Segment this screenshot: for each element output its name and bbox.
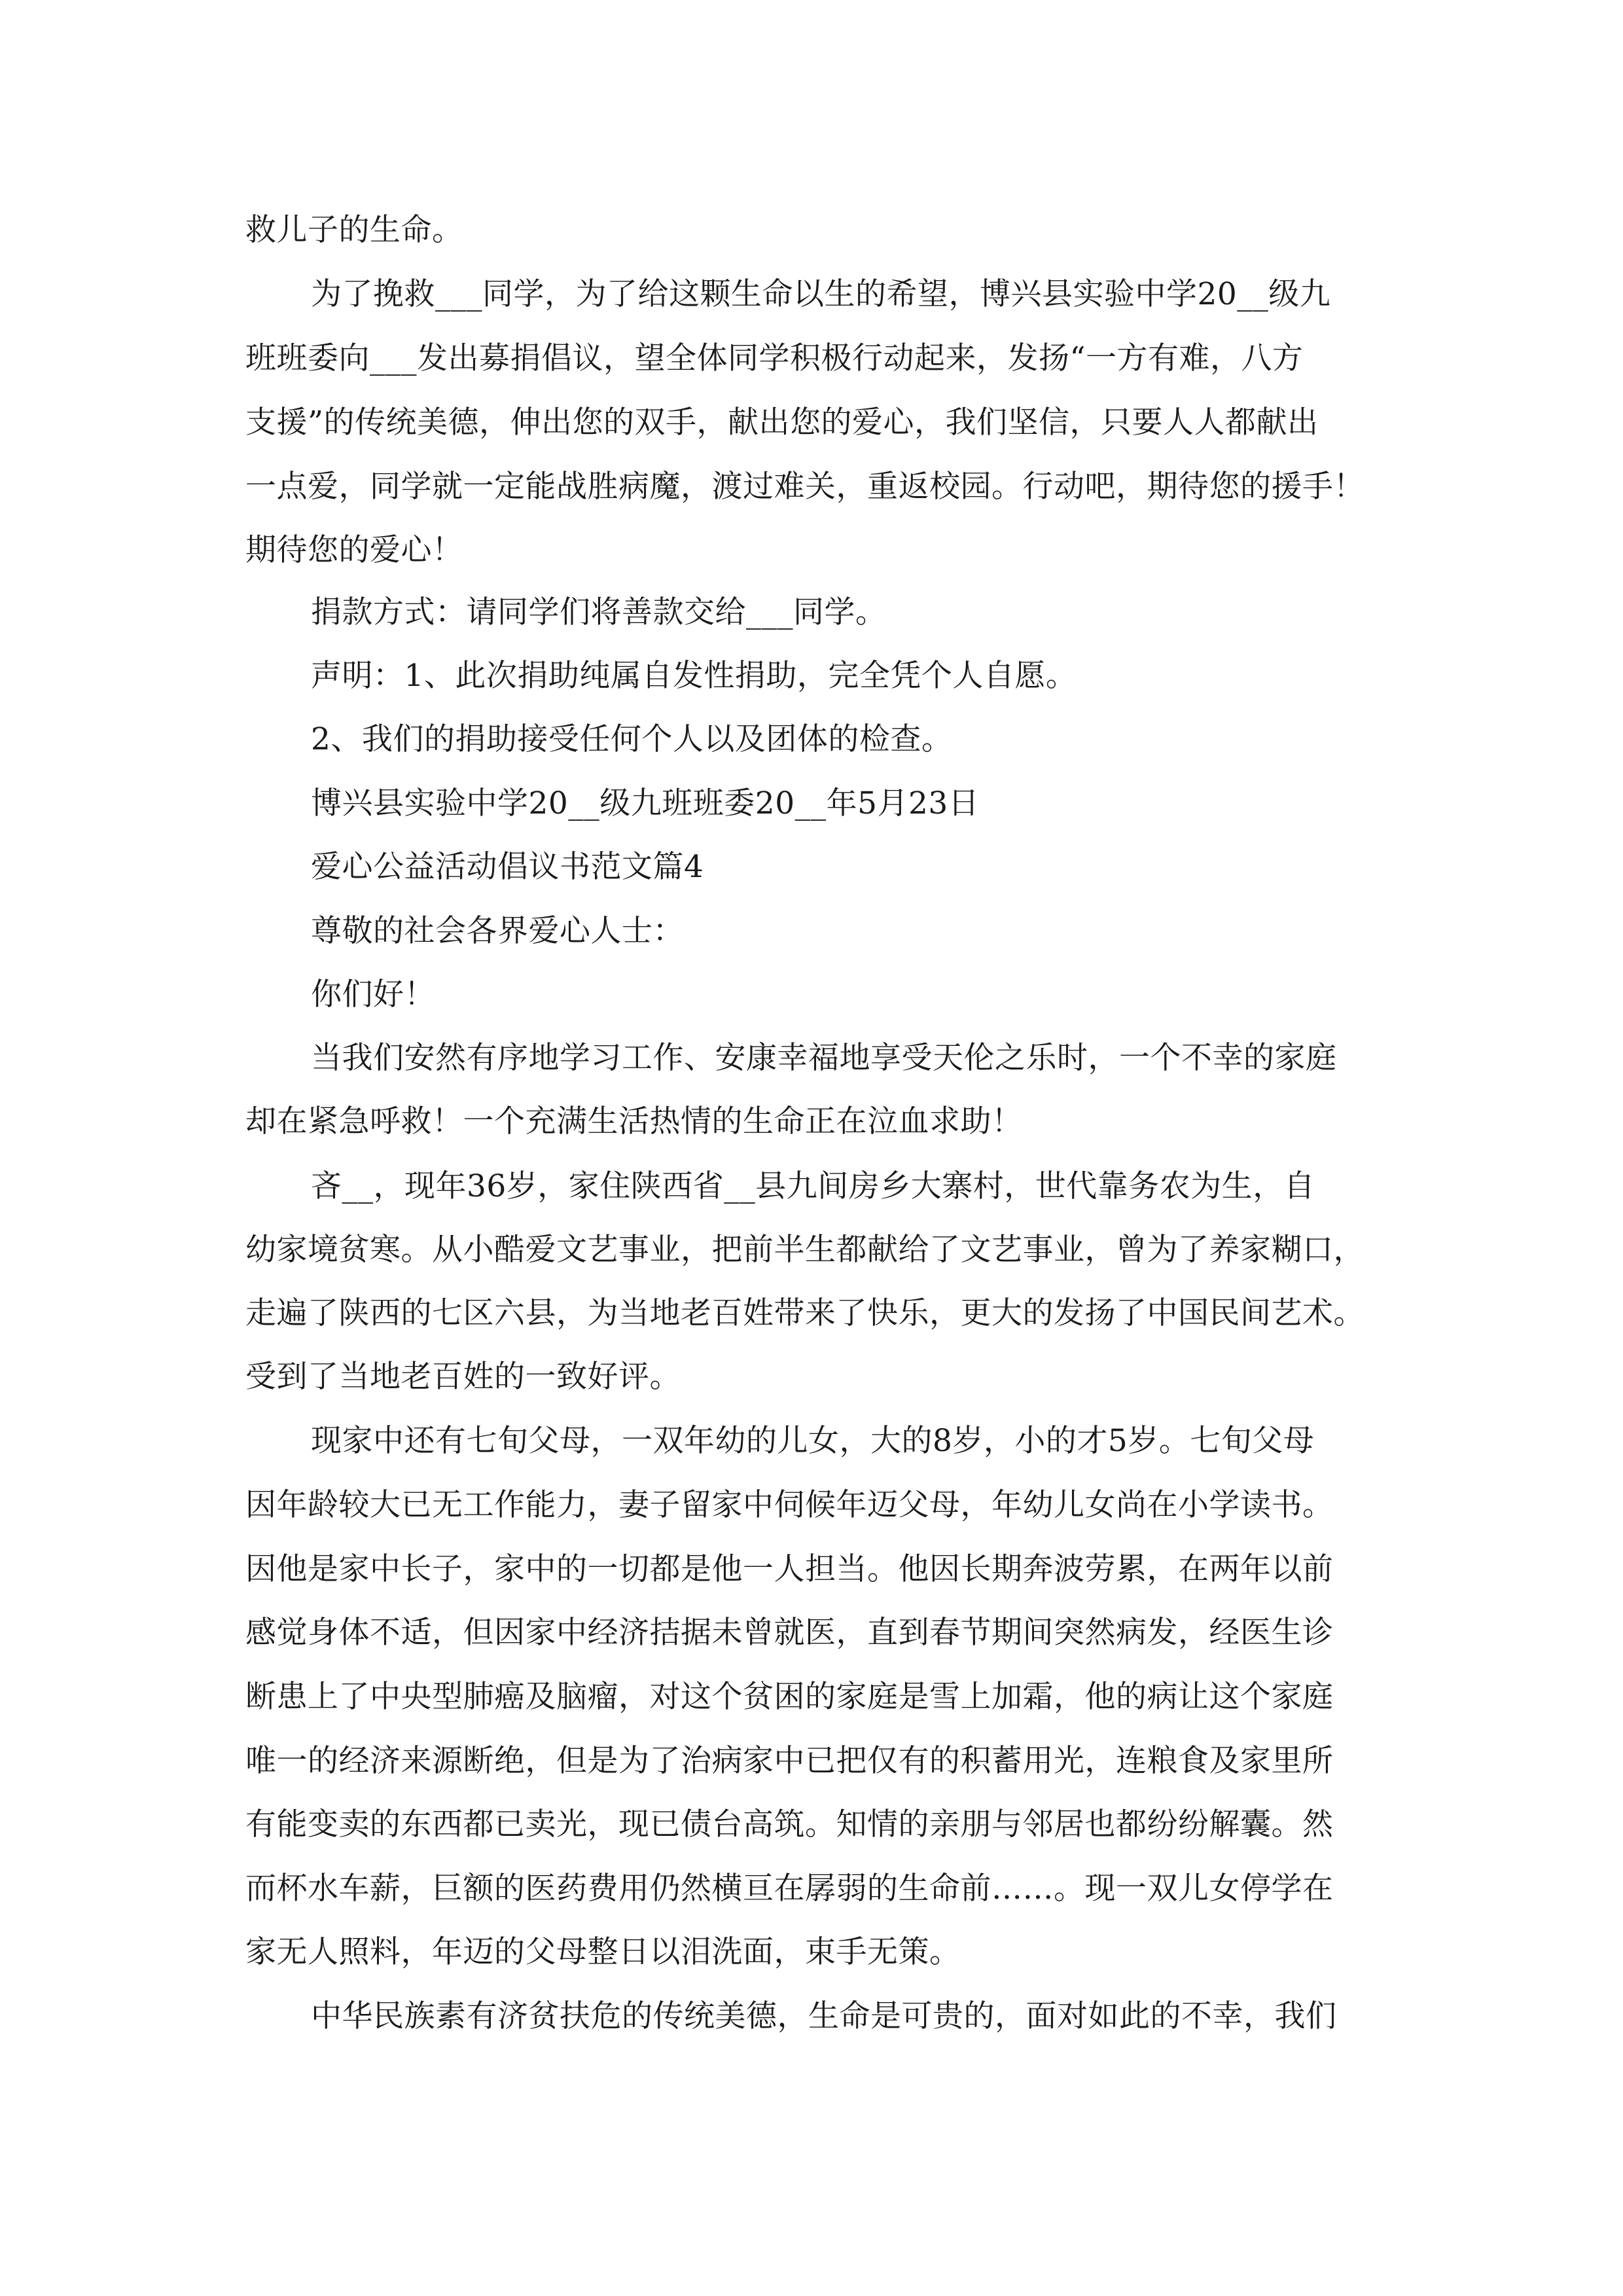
text-line-21: 因年龄较大已无工作能力，妻子留家中伺候年迈父母，年幼儿女尚在小学读书。 [245,1487,1334,1523]
text-line-25: 唯一的经济来源断绝，但是为了治病家中已把仅有的积蓄用光，连粮食及家里所 [245,1743,1334,1779]
text-line-4: 支援”的传统美德，伸出您的双手，献出您的爱心，我们坚信，只要人人都献出 [245,404,1319,440]
text-line-6: 期待您的爱心！ [245,532,463,568]
text-line-7: 捐款方式：请同学们将善款交给___同学。 [311,594,887,630]
text-line-20: 现家中还有七旬父母，一双年幼的儿女，大的8岁，小的才5岁。七旬父母 [311,1423,1315,1459]
text-line-16: 吝__，现年36岁，家住陕西省__县九间房乡大寨村，世代靠务农为生，自 [311,1168,1315,1204]
section-heading: 爱心公益活动倡议书范文篇4 [311,849,704,885]
text-line-18: 走遍了陕西的七区六县，为当地老百姓带来了快乐，更大的发扬了中国民间艺术。 [245,1295,1364,1331]
text-line-29: 中华民族素有济贫扶危的传统美德，生命是可贵的，面对如此的不幸，我们 [311,1998,1337,2034]
text-line-19: 受到了当地老百姓的一致好评。 [245,1359,681,1395]
text-line-24: 断患上了中央型肺癌及脑瘤，对这个贫困的家庭是雪上加霜，他的病让这个家庭 [245,1679,1334,1715]
text-line-12: 尊敬的社会各界爱心人士： [311,913,684,949]
text-line-26: 有能变卖的东西都已卖光，现已债台高筑。知情的亲朋与邻居也都纷纷解囊。然 [245,1806,1334,1842]
text-line-10: 博兴县实验中学20__级九班班委20__年5月23日 [311,785,980,821]
text-line-14: 当我们安然有序地学习工作、安康幸福地享受天伦之乐时，一个不幸的家庭 [311,1040,1337,1076]
text-line-23: 感觉身体不适，但因家中经济拮据未曾就医，直到春节期间突然病发，经医生诊 [245,1615,1334,1651]
text-line-13: 你们好！ [311,977,435,1013]
text-line-3: 班班委向___发出募捐倡议，望全体同学积极行动起来，发扬“一方有难，八方 [245,340,1304,376]
text-line-27: 而杯水车薪，巨额的医药费用仍然横亘在孱弱的生命前……。现一双儿女停学在 [245,1871,1334,1907]
text-line-22: 因他是家中长子，家中的一切都是他一人担当。他因长期奔波劳累，在两年以前 [245,1551,1334,1587]
text-line-15: 却在紧急呼救！一个充满生活热情的生命正在泣血求助！ [245,1103,1023,1139]
text-line-2: 为了挽救___同学，为了给这颗生命以生的希望，博兴县实验中学20__级九 [311,276,1331,312]
text-line-1: 救儿子的生命。 [245,212,463,248]
text-line-9: 2、我们的捐助接受任何个人以及团体的检查。 [311,721,953,757]
text-line-5: 一点爱，同学就一定能战胜病魔，渡过难关，重返校园。行动吧，期待您的援手！ [245,469,1364,505]
text-line-28: 家无人照料，年迈的父母整日以泪洗面，束手无策。 [245,1934,961,1970]
text-line-8: 声明：1、此次捐助纯属自发性捐助，完全凭个人自愿。 [311,658,1077,694]
text-line-17: 幼家境贫寒。从小酷爱文艺事业，把前半生都献给了文艺事业，曾为了养家糊口， [245,1232,1364,1268]
